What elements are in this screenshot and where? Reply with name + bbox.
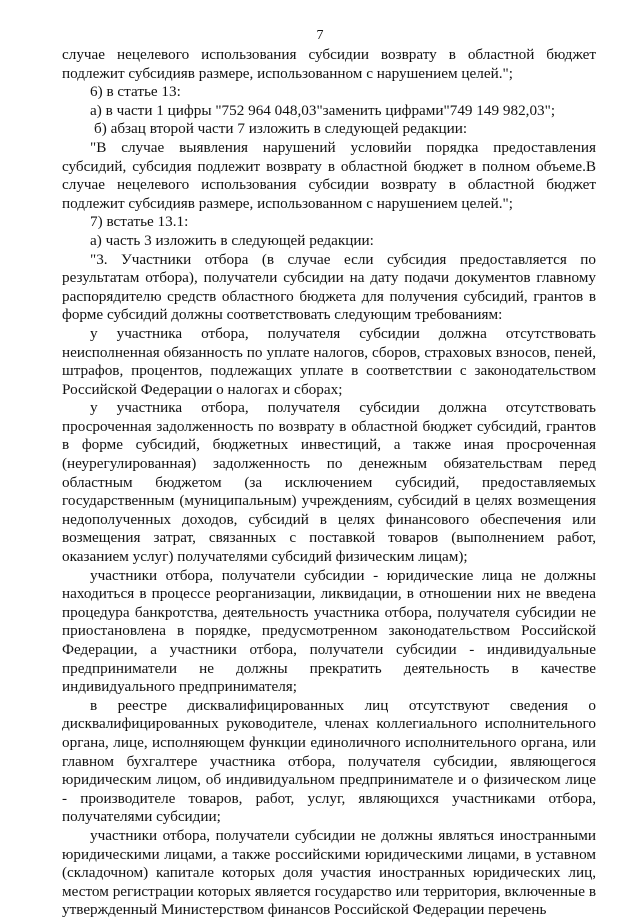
paragraph-6: 7) встатье 13.1: [90, 213, 189, 231]
paragraph-1: случае нецелевого использования субсидии возврату в областной бюджет подлежит субсидияв размере, использованном с нарушением целей."; [62, 46, 596, 82]
paragraph-5: "В случае выявления нарушений условийи порядка предоставления субсидий, субсидия подлежит возврату в областной бюджет в полном объеме.В случае нецелевого использования субсидии возврату в областной бюджет подлежит субсидияв размере, использованном с нарушением целей."; [62, 138, 596, 212]
paragraph-11: участники отбора, получатели субсидии - юридические лица не должны находиться в процессе реорганизации, ликвидации, в отношении них не введена процедура банкротства, деятельность участника отбора, получателя субсидии не приостановлена в порядке, предусмотренном законодательством Российской Федерации, а участники отбора, получатели субсидии - индивидуальные предприниматели не должны прекратить деятельность в качестве индивидуального предпринимателя; [62, 566, 596, 696]
paragraph-13: участники отбора, получатели субсидии не должны являться иностранными юридическими лицами, а также российскими юридическими лицами, в уставном (складочном) капитале которых доля участия иностранных юридических лиц, местом регистрации которых является государство или территория, включенные в утвержденный Министерством финансов Российской Федерации перечень [62, 826, 596, 919]
paragraph-9: у участника отбора, получателя субсидии должна отсутствовать неисполненная обязанность по уплате налогов, сборов, страховых взносов, пеней, штрафов, процентов, подлежащих уплате в соответствии с законодательством Российской Федерации о налогах и сборах; [62, 324, 596, 398]
paragraph-8: "3. Участники отбора (в случае если субсидия предоставляется по результатам отбора), получатели субсидии на дату подачи документов главному распорядителю средств областного бюджета для получения субсидий, грантов в форме субсидий должны соответствовать следующим требованиям: [62, 250, 596, 324]
paragraph-7: а) часть 3 изложить в следующей редакции: [90, 231, 374, 249]
paragraph-3: а) в части 1 цифры "752 964 048,03"заменить цифрами"749 149 982,03"; [90, 101, 556, 119]
paragraph-12: в реестре дисквалифицированных лиц отсутствуют сведения о дисквалифицированных руководителе, членах коллегиального исполнительного органа, лице, исполняющем функции единоличного исполнительного органа, или главном бухгалтере участника отбора, получателя субсидии, являющегося юридическим лицом, об индивидуальном предпринимателе и о физическом лице - производителе товаров, работ, услуг, являющихся участниками отбора, получателями субсидии; [62, 696, 596, 826]
paragraph-4: б) абзац второй части 7 изложить в следующей редакции: [94, 120, 468, 138]
page-number: 7 [316, 28, 324, 43]
paragraph-10: у участника отбора, получателя субсидии должна отсутствовать просроченная задолженность по возврату в областной бюджет субсидий, грантов в форме субсидий, бюджетных инвестиций, а также иная просроченная (неурегулированная) задолженность по денежным обязательствам перед областным бюджетом (за исключением субсидий, предоставляемых государственным (муниципальным) учреждениям, субсидий в целях возмещения недополученных доходов, субсидий в целях финансового обеспечения или возмещения затрат, связанных с поставкой товаров (выполнением работ, оказанием услуг) получателями субсидий физическим лицам); [62, 399, 596, 566]
document-body [62, 46, 596, 920]
paragraph-2: 6) в статье 13: [90, 83, 181, 101]
